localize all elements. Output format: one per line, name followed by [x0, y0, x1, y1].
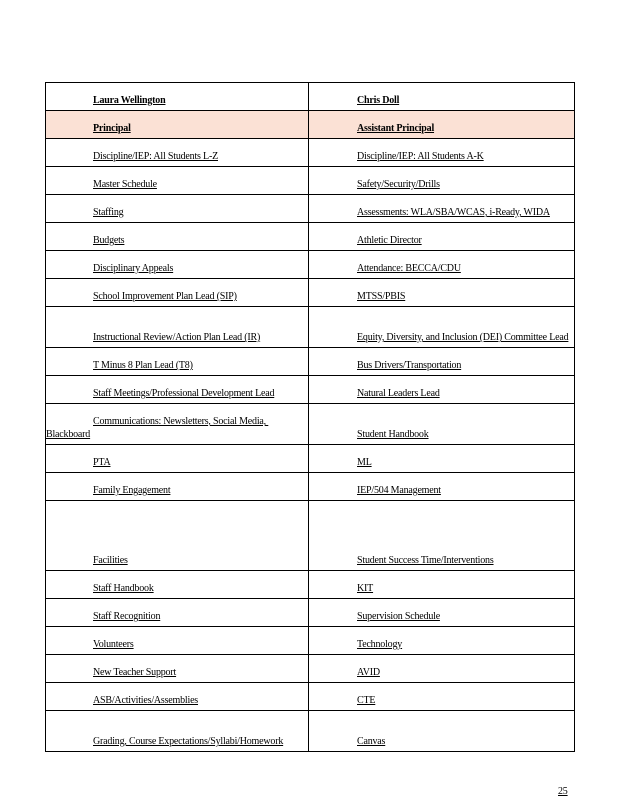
table-cell-left: PTA	[46, 445, 309, 473]
table-cell-right: Bus Drivers/Transportation	[309, 348, 575, 376]
table-cell-left: Grading, Course Expectations/Syllabi/Homework	[46, 711, 309, 752]
table-row	[46, 627, 575, 655]
title-left: Principal	[46, 111, 309, 139]
responsibilities-table	[45, 82, 575, 752]
table-cell-right: AVID	[309, 655, 575, 683]
table-cell-left: Staff Meetings/Professional Development Lead	[46, 376, 309, 404]
table-row	[46, 599, 575, 627]
table-row	[46, 307, 575, 348]
table-cell-right: Safety/Security/Drills	[309, 167, 575, 195]
table-cell-right: Attendance: BECCA/CDU	[309, 251, 575, 279]
table-cell-right: CTE	[309, 683, 575, 711]
page-number: 25	[558, 786, 568, 797]
table-cell-left: Staff Recognition	[46, 599, 309, 627]
table-row	[46, 404, 575, 445]
table-cell-right: Supervision Schedule	[309, 599, 575, 627]
table-cell-right: Assessments: WLA/SBA/WCAS, i-Ready, WIDA	[309, 195, 575, 223]
table-cell-right: KIT	[309, 571, 575, 599]
name-left: Laura Wellington	[46, 83, 309, 111]
table-cell-left: School Improvement Plan Lead (SIP)	[46, 279, 309, 307]
table-row	[46, 167, 575, 195]
table-cell-right: Athletic Director	[309, 223, 575, 251]
table-row	[46, 655, 575, 683]
name-right: Chris Doll	[309, 83, 575, 111]
table-cell-left: Facilities	[46, 501, 309, 571]
title-right: Assistant Principal	[309, 111, 575, 139]
table-cell-left: Staffing	[46, 195, 309, 223]
table-row-names	[46, 83, 575, 111]
table-cell-right: Student Handbook	[309, 404, 575, 445]
table-row	[46, 473, 575, 501]
table-cell-left: Communications: Newsletters, Social Media, Blackboard	[46, 404, 309, 445]
table-row-titles	[46, 111, 575, 139]
table-row	[46, 501, 575, 571]
table-cell-left: Discipline/IEP: All Students L-Z	[46, 139, 309, 167]
table-cell-left: Family Engagement	[46, 473, 309, 501]
table-row	[46, 711, 575, 752]
table-cell-left: Budgets	[46, 223, 309, 251]
table-cell-right: Equity, Diversity, and Inclusion (DEI) Committee Lead	[309, 307, 575, 348]
table-cell-right: ML	[309, 445, 575, 473]
table-row	[46, 223, 575, 251]
table-row	[46, 376, 575, 404]
table-row	[46, 683, 575, 711]
table-cell-left: Master Schedule	[46, 167, 309, 195]
table-row	[46, 571, 575, 599]
table-cell-left: ASB/Activities/Assemblies	[46, 683, 309, 711]
table-cell-right: Student Success Time/Interventions	[309, 501, 575, 571]
table-row	[46, 139, 575, 167]
table-cell-left: Volunteers	[46, 627, 309, 655]
table-cell-left: T Minus 8 Plan Lead (T8)	[46, 348, 309, 376]
table-row	[46, 195, 575, 223]
table-cell-left: New Teacher Support	[46, 655, 309, 683]
table-row	[46, 251, 575, 279]
table-row	[46, 445, 575, 473]
table-row	[46, 348, 575, 376]
table-cell-left: Disciplinary Appeals	[46, 251, 309, 279]
table-cell-right: Technology	[309, 627, 575, 655]
table-cell-right: Discipline/IEP: All Students A-K	[309, 139, 575, 167]
table-cell-right: MTSS/PBIS	[309, 279, 575, 307]
table-cell-right: IEP/504 Management	[309, 473, 575, 501]
table-cell-right: Canvas	[309, 711, 575, 752]
table-row	[46, 279, 575, 307]
table-cell-left: Instructional Review/Action Plan Lead (IR)	[46, 307, 309, 348]
table-cell-right: Natural Leaders Lead	[309, 376, 575, 404]
table-cell-left: Staff Handbook	[46, 571, 309, 599]
